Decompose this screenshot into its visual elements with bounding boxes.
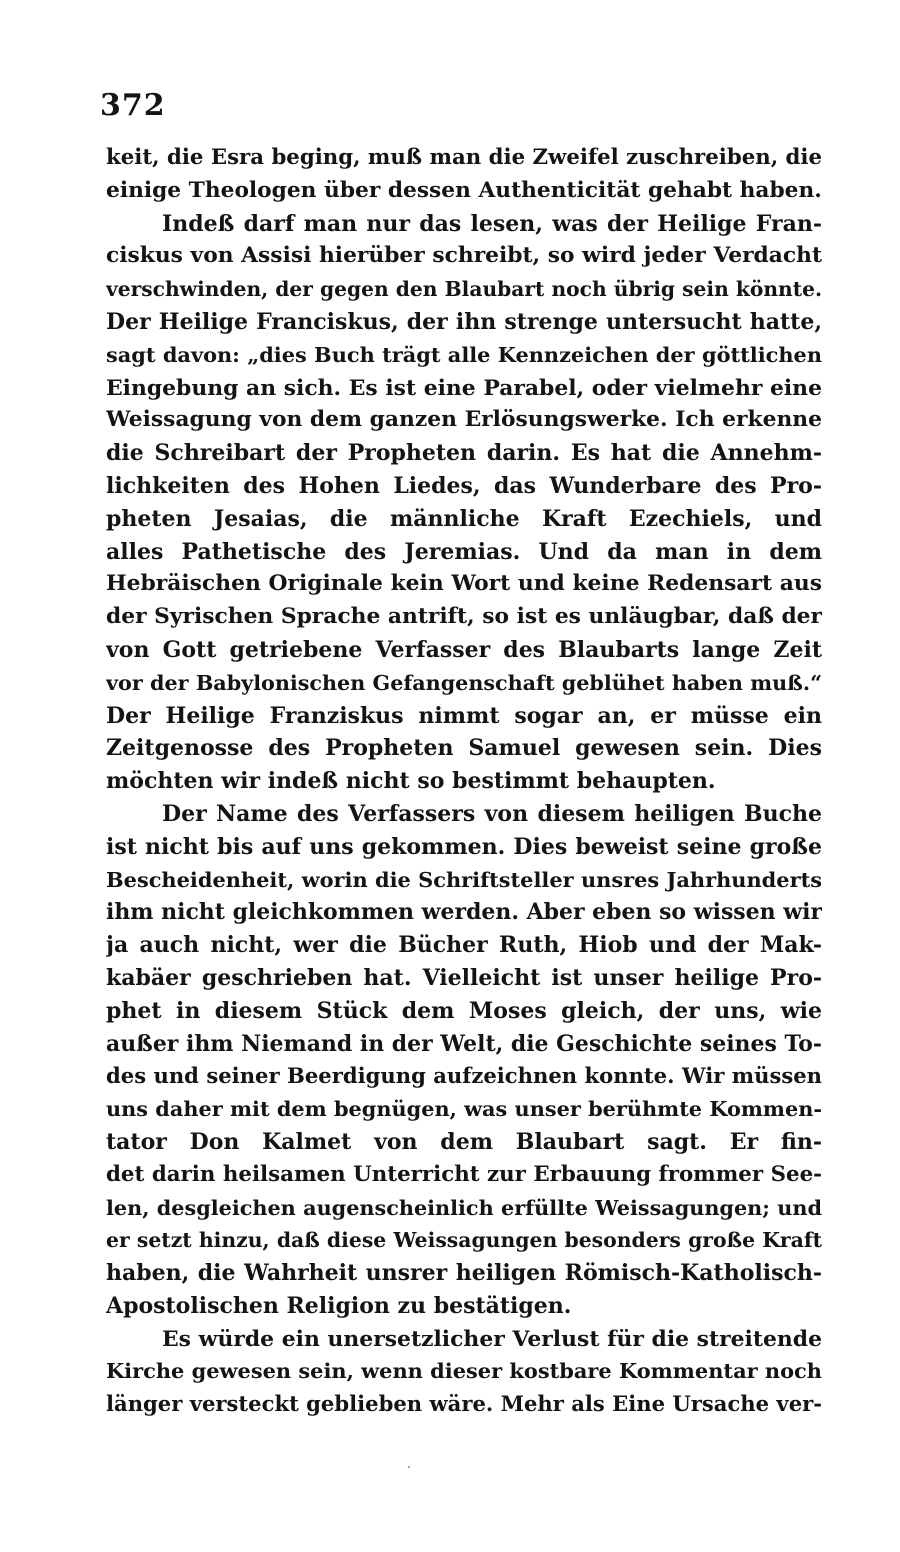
text-line: die Schreibart der Propheten darin. Es hat die Annehm- xyxy=(106,440,822,467)
text-line: der Syrischen Sprache antrift, so ist es unläugbar, daß der xyxy=(106,604,822,630)
text-line: von Gott getriebene Verfasser des Blaubarts lange Zeit xyxy=(106,636,822,663)
text-line: det darin heilsamen Unterricht zur Erbauung frommer See- xyxy=(106,1161,822,1187)
text-line: kabäer geschrieben hat. Vielleicht ist unser heilige Pro- xyxy=(106,964,822,991)
text-line: sagt davon: „dies Buch trägt alle Kennzeichen der göttlichen xyxy=(106,341,822,367)
text-line: Bescheidenheit, worin die Schriftsteller unsres Jahrhunderts xyxy=(106,866,822,892)
text-line: Zeitgenosse des Propheten Samuel gewesen sein. Dies xyxy=(106,735,822,762)
text-line: phet in diesem Stück dem Moses gleich, der uns, wie xyxy=(106,997,822,1024)
text-line: Der Heilige Franziskus nimmt sogar an, er müsse ein xyxy=(106,702,822,729)
text-line: Kirche gewesen sein, wenn dieser kostbare Kommentar noch xyxy=(106,1358,822,1384)
text-line: vor der Babylonischen Gefangenschaft geblühet haben muß.“ xyxy=(106,670,822,695)
text-line: Hebräischen Originale kein Wort und keine Redensart aus xyxy=(106,571,822,597)
text-line: haben, die Wahrheit unsrer heiligen Römisch-Katholisch- xyxy=(106,1260,822,1287)
text-line: möchten wir indeß nicht so bestimmt behaupten. xyxy=(106,768,716,795)
text-line: lichkeiten des Hohen Liedes, das Wunderbare des Pro- xyxy=(106,472,822,499)
text-line: Apostolischen Religion zu bestätigen. xyxy=(106,1292,572,1319)
text-line: uns daher mit dem begnügen, was unser berühmte Kommen- xyxy=(106,1096,822,1122)
text-line: länger versteckt geblieben wäre. Mehr als Eine Ursache ver- xyxy=(106,1391,822,1417)
text-line: er setzt hinzu, daß diese Weissagungen besonders große Kraft xyxy=(106,1228,822,1253)
text-line: ihm nicht gleichkommen werden. Aber eben so wissen wir xyxy=(106,899,822,926)
text-line: Es würde ein unersetzlicher Verlust für die streitende xyxy=(162,1325,822,1352)
body-text xyxy=(106,142,822,1421)
text-line: len, desgleichen augenscheinlich erfüllte Weissagungen; und xyxy=(106,1194,822,1220)
text-line: ciskus von Assisi hierüber schreibt, so wird jeder Verdacht xyxy=(106,243,822,269)
text-line: keit, die Esra beging, muß man die Zweifel zuschreiben, die xyxy=(106,145,822,170)
page-number: 372 xyxy=(100,88,166,123)
print-speck xyxy=(408,1466,410,1468)
text-line: ja auch nicht, wer die Bücher Ruth, Hiob und der Mak- xyxy=(106,932,822,959)
text-line: Der Heilige Franciskus, der ihn strenge untersucht hatte, xyxy=(106,308,822,335)
text-line: außer ihm Niemand in der Welt, die Geschichte seines To- xyxy=(106,1030,822,1057)
text-line: ist nicht bis auf uns gekommen. Dies beweist seine große xyxy=(106,833,822,860)
text-line: alles Pathetische des Jeremias. Und da man in dem xyxy=(106,538,822,565)
text-line: Indeß darf man nur das lesen, was der Heilige Fran- xyxy=(162,210,822,237)
text-line: Weissagung von dem ganzen Erlösungswerke. Ich erkenne xyxy=(106,407,822,433)
text-line: tator Don Kalmet von dem Blaubart sagt. Er fin- xyxy=(106,1128,822,1155)
text-line: pheten Jesaias, die männliche Kraft Ezechiels, und xyxy=(106,505,822,532)
text-line: Der Name des Verfassers von diesem heiligen Buche xyxy=(162,800,822,827)
text-line: des und seiner Beerdigung aufzeichnen konnte. Wir müssen xyxy=(106,1063,822,1089)
text-line: verschwinden, der gegen den Blaubart noch übrig sein könnte. xyxy=(106,277,822,302)
text-line: einige Theologen über dessen Authenticität gehabt haben. xyxy=(106,177,822,203)
text-line: Eingebung an sich. Es ist eine Parabel, oder vielmehr eine xyxy=(106,374,822,401)
